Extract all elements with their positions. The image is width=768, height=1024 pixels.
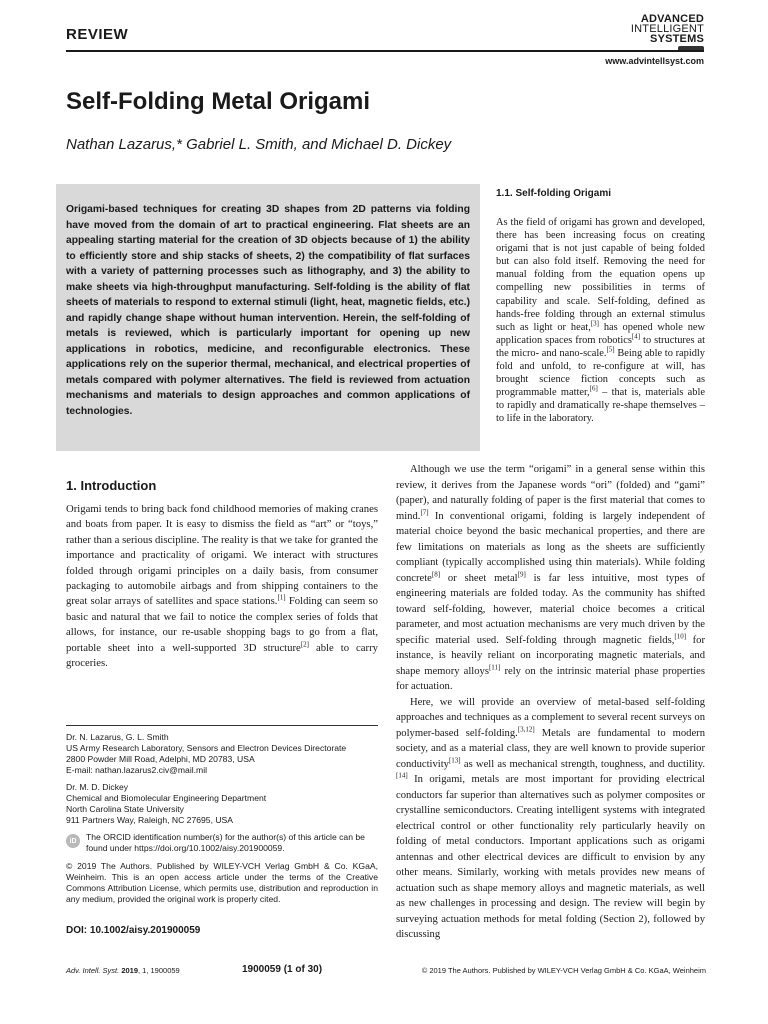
text-run: Metals are fundamental to modern society, and as a material class, they are well known to provide superior conductivity bbox=[396, 727, 705, 770]
citation-ref[interactable]: [13] bbox=[448, 755, 461, 764]
journal-url[interactable]: www.advintellsyst.com bbox=[605, 56, 704, 66]
doi[interactable]: DOI: 10.1002/aisy.201900059 bbox=[66, 925, 201, 936]
affiliation-line: Dr. N. Lazarus, G. L. Smith bbox=[66, 732, 169, 742]
affiliation-block-1 bbox=[66, 732, 378, 776]
citation-ref[interactable]: [4] bbox=[631, 332, 641, 341]
text-run: Being able to rapidly fold and unfold, to re-configure at will, has brought science fiction concepts such as programmable matter, bbox=[496, 347, 706, 399]
footer-year: 2019 bbox=[121, 966, 138, 975]
orcid-icon: iD bbox=[66, 834, 80, 848]
text-run: rely on the intrinsic material phase properties for actuation. bbox=[396, 665, 706, 692]
text-run: or sheet metal bbox=[440, 572, 518, 584]
citation-ref[interactable]: [3] bbox=[590, 319, 599, 328]
right-column-body bbox=[396, 462, 705, 943]
introduction-heading: 1. Introduction bbox=[66, 478, 157, 493]
journal-logo-line1: ADVANCED bbox=[640, 13, 704, 25]
footer-citation bbox=[66, 966, 180, 975]
header-rule bbox=[66, 50, 704, 52]
affiliation-email[interactable]: E-mail: nathan.lazarus2.civ@mail.mil bbox=[66, 765, 208, 775]
citation-ref[interactable]: [2] bbox=[300, 640, 309, 649]
text-run: as well as mechanical strength, toughness, and ductility. bbox=[460, 758, 705, 770]
journal-logo-line3: SYSTEMS bbox=[650, 33, 704, 45]
citation-ref[interactable]: [11] bbox=[488, 662, 501, 671]
text-run: is far less intuitive, most types of engineering materials are folded today. As the community has shifted toward self-folding, however, material choice becomes a critical parameter, and most actuation mechanisms are very much driven by the specific material used. Self-folding through magnetic fields, bbox=[396, 572, 705, 646]
citation-ref[interactable]: [3,12] bbox=[517, 724, 535, 733]
affiliations bbox=[66, 732, 378, 905]
text-run: Folding can seem so basic and natural that we fail to notice the complex series of folds that allows, for instance, our re-usable shopping bags to go from a flat, portable sheet into a well-supported 3D structure bbox=[66, 595, 378, 654]
affiliation-line: US Army Research Laboratory, Sensors and Electron Devices Directorate bbox=[66, 743, 347, 753]
text-run: Here, we will provide an overview of metal-based self-folding approaches and techniques as a complement to several recent surveys on polymer-based self-folding. bbox=[396, 696, 705, 739]
license-note: © 2019 The Authors. Published by WILEY-VCH Verlag GmbH & Co. KGaA, Weinheim. This is an open access article under the terms of the Creative Commons Attribution License, which permits use, distribution and reproduction in any medium, provided the original work is properly cited. bbox=[66, 861, 378, 904]
section-1-1-paragraph-3 bbox=[396, 695, 705, 943]
citation-ref[interactable]: [6] bbox=[589, 384, 598, 393]
text-run: Although we use the term “origami” in a general sense within this review, it derives from the Japanese words “ori” (folded) and “gami” (paper), and naturally folding of paper is the first material that comes to mind. bbox=[396, 464, 705, 522]
text-run: has opened whole new application spaces from robotics bbox=[496, 321, 706, 346]
affiliation-block-2 bbox=[66, 782, 378, 826]
section-1-1-heading: 1.1. Self-folding Origami bbox=[496, 188, 612, 199]
affiliation-line: North Carolina State University bbox=[66, 804, 184, 814]
author-list: Nathan Lazarus,* Gabriel L. Smith, and Michael D. Dickey bbox=[66, 136, 452, 153]
citation-ref[interactable]: [10] bbox=[674, 631, 687, 640]
section-label: REVIEW bbox=[66, 26, 129, 43]
journal-logo bbox=[631, 14, 704, 54]
text-run: In conventional origami, folding is largely independent of material choice beyond the basic mechanical properties, and there are few limitations on materials as long as the sheets are sufficiently compliant (typically accomplished using thin materials). While folding concrete bbox=[396, 510, 705, 584]
affiliation-line: 911 Partners Way, Raleigh, NC 27695, USA bbox=[66, 815, 234, 825]
citation-ref[interactable]: [1] bbox=[277, 593, 286, 602]
orcid-note-row bbox=[66, 832, 378, 854]
text-run: Origami tends to bring back fond childhood memories of making cranes and boats from paper. It is easy to dismiss the field as “art” or “toys,” rather than a serious discipline. The reality is that we take for granted the importance and practicality of origami. We interact with structures folded through origami principles on a daily basis, from consumer packaging to automobile airbags and from shipping containers to the great solar arrays of satellites and space stations. bbox=[66, 503, 379, 608]
footer-copyright: © 2019 The Authors. Published by WILEY-VCH Verlag GmbH & Co. KGaA, Weinheim bbox=[421, 966, 706, 975]
footer-journal-abbrev: Adv. Intell. Syst. bbox=[66, 966, 120, 975]
citation-ref[interactable]: [7] bbox=[420, 507, 429, 516]
citation-ref[interactable]: [9] bbox=[517, 569, 526, 578]
section-1-1-paragraph-1 bbox=[496, 216, 705, 426]
text-run: As the field of origami has grown and developed, there has been increasing focus on creating origami that is not just capable of being folded but can also fold itself. Removing the need for manual folding from the equation opens up compelling new possibilities in terms of capability and scale. Self-folding, defined as hands-free folding through an external stimulus such as light or heat, bbox=[496, 217, 705, 333]
section-1-1-paragraph-2 bbox=[396, 462, 705, 695]
footer-volume-page: , 1, 1900059 bbox=[138, 966, 180, 975]
text-run: able to carry groceries. bbox=[66, 641, 378, 670]
text-run: – that is, materials able to rapidly and dramatically re-shape themselves – to life in the laboratory. bbox=[496, 387, 705, 425]
orcid-note[interactable]: The ORCID identification number(s) for the author(s) of this article can be found under https://doi.org/10.1002/aisy.201900059. bbox=[86, 832, 365, 853]
affiliation-line: Chemical and Biomolecular Engineering Department bbox=[66, 793, 267, 803]
footer-page-number: 1900059 (1 of 30) bbox=[242, 964, 323, 975]
text-run: to structures at the micro- and nano-scale. bbox=[496, 334, 705, 359]
article-title: Self-Folding Metal Origami bbox=[66, 88, 371, 115]
text-run: for instance, is heavily reliant on incorporating magnetic materials, and shape memory alloys bbox=[396, 634, 705, 677]
citation-ref[interactable]: [5] bbox=[606, 345, 615, 354]
journal-logo-line2: INTELLIGENT bbox=[630, 23, 704, 35]
introduction-paragraph bbox=[66, 502, 378, 671]
citation-ref[interactable]: [14] bbox=[396, 771, 408, 780]
affiliation-line: Dr. M. D. Dickey bbox=[66, 782, 129, 792]
text-run: In origami, metals are most important for providing electrical conductors far superior than alternatives such as polymer composites or crystalline semiconductors. Creating intelligent systems with integrated electrical control or other functionality rely particularly heavily on folding of metal conductors. Important applications such as origami antennas and other electrical devices are difficult to envision by any other means. Similarly, working with metals provides new means of actuation such as shape memory alloys and magnetic materials, as well as new challenges in processing and design. The review will begin by surveying actuation methods for metal folding (Section 2), followed by discussing bbox=[396, 774, 705, 940]
citation-ref[interactable]: [8] bbox=[431, 569, 441, 578]
affiliation-rule bbox=[66, 725, 378, 726]
abstract-text: Origami-based techniques for creating 3D shapes from 2D patterns via folding have moved from the domain of art to practical engineering. Flat sheets are an appealing starting material for the creation of 3D objects because of 1) the ability to efficiently store and ship stacks of sheets, 2) the compatibility of flat surfaces with a variety of patterning processes such as lithography, and 3) the ability to make sheets via high-throughput manufacturing. Self-folding is the ability of flat sheets of materials to respond to external stimuli (light, heat, magnetic fields, etc.) and rapidly change shape without human intervention. Herein, the self-folding of metals is reviewed, which is particularly important for opening up new applications in robotics, medicine, and reconfigurable electronics. These applications rely on the superior thermal, mechanical, and electrical properties of metals compared with polymer alternatives. The field is reviewed from actuation mechanisms and materials to design approaches and common applications of technologies. bbox=[66, 204, 470, 417]
affiliation-line: 2800 Powder Mill Road, Adelphi, MD 20783, USA bbox=[66, 754, 255, 764]
